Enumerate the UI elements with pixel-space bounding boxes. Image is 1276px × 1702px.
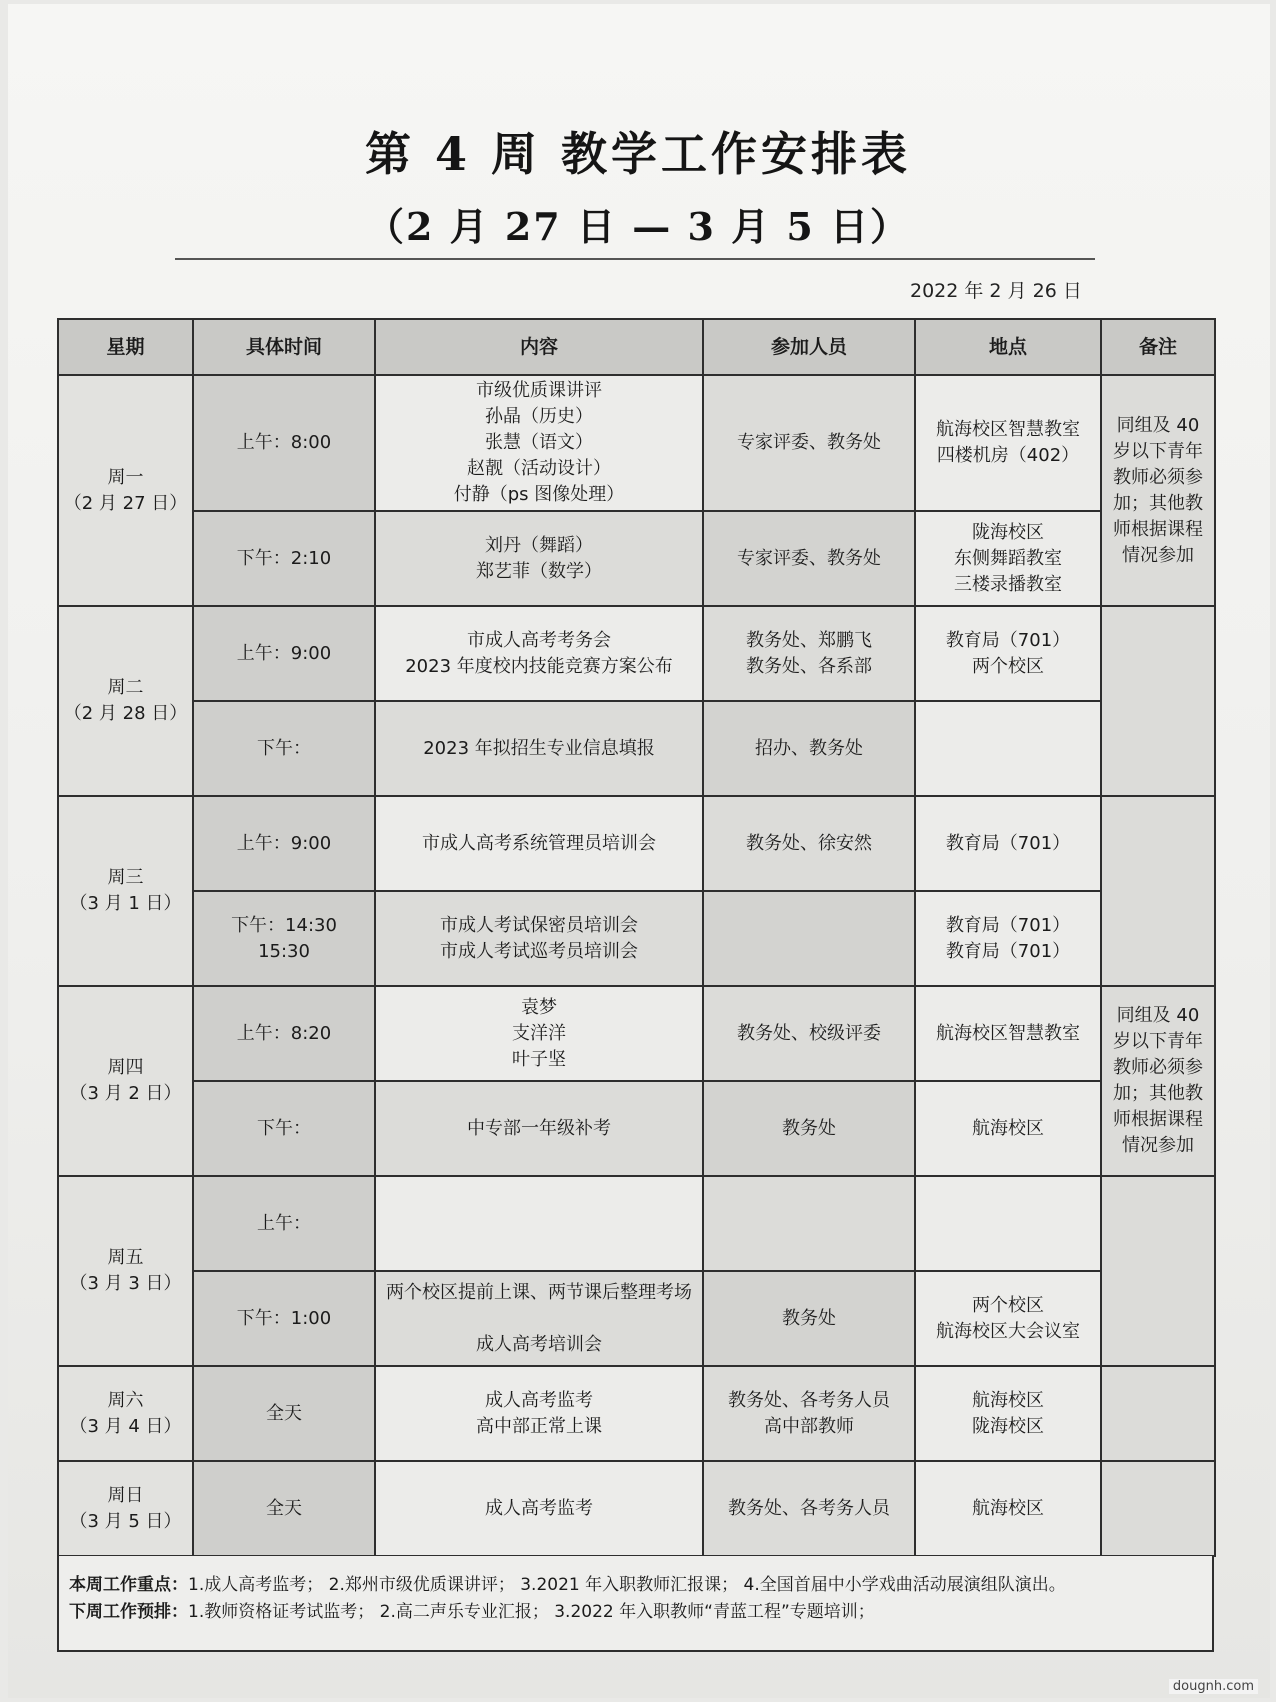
participants-cell [703, 511, 915, 606]
header-location: 地点 [915, 319, 1101, 375]
location-cell-line: 航海校区智慧教室 [936, 419, 1080, 440]
content-cell-line: 赵靓（活动设计） [467, 458, 611, 479]
weekday-date: （3 月 5 日） [69, 1510, 182, 1532]
location-cell-line: 教育局（701） [945, 940, 1071, 962]
weekday-cell [58, 375, 193, 606]
location-cell [915, 1461, 1101, 1556]
notes-cell [1101, 375, 1215, 606]
table-row [58, 1081, 1215, 1176]
participants-cell-line: 教务处、各考务人员 [728, 1389, 890, 1411]
location-cell-line: 四楼机房（402） [936, 445, 1080, 466]
participants-cell [703, 796, 915, 891]
participants-cell-line: 专家评委、教务处 [737, 432, 881, 453]
time-cell-line: 全天 [266, 1497, 302, 1519]
weekday-cell [58, 1176, 193, 1366]
notes-cell [1101, 1176, 1215, 1366]
weekday-date: （2 月 28 日） [63, 703, 188, 724]
notes-cell-line: 情况参加 [1122, 1135, 1194, 1156]
location-cell [915, 511, 1101, 606]
notes-cell-line: 教师必须参 [1113, 1057, 1203, 1078]
table-row [58, 606, 1215, 701]
header-participants: 参加人员 [703, 319, 915, 375]
notes-cell [1101, 1366, 1215, 1461]
location-cell-line: 航海校区大会议室 [936, 1320, 1080, 1342]
participants-cell-line: 教务处、各考务人员 [728, 1497, 890, 1519]
notes-cell-line: 岁以下青年 [1113, 1031, 1203, 1052]
content-cell-line [380, 1306, 698, 1332]
notes-cell-line: 加；其他教 [1113, 1083, 1203, 1104]
content-cell [375, 606, 703, 701]
focus-row [69, 1572, 1204, 1599]
location-cell [915, 796, 1101, 891]
notes-cell-line: 同组及 40 [1116, 414, 1200, 436]
content-cell-line: 成人高考培训会 [476, 1333, 602, 1355]
notes-cell-line: 同组及 40 [1116, 1005, 1200, 1026]
location-cell-line: 东侧舞蹈教室 [954, 547, 1062, 569]
time-cell-line: 下午：14:30 [231, 914, 337, 936]
content-cell-line: 支洋洋 [512, 1022, 566, 1044]
header-content: 内容 [375, 319, 703, 375]
content-cell [375, 1461, 703, 1556]
weekday-cell [58, 796, 193, 986]
location-cell [915, 1271, 1101, 1366]
location-cell-line: 两个校区 [972, 655, 1044, 677]
time-cell-line: 上午：8:00 [236, 432, 332, 453]
next-week-label: 下周工作预排： [69, 1602, 188, 1622]
content-cell-line: 2023 年拟招生专业信息填报 [423, 737, 655, 759]
time-cell [193, 1366, 375, 1461]
participants-cell-line: 教务处、校级评委 [737, 1022, 881, 1044]
header-notes: 备注 [1101, 319, 1215, 375]
focus-label: 本周工作重点： [69, 1575, 188, 1595]
weekday-date: （3 月 3 日） [69, 1273, 182, 1294]
participants-cell [703, 1271, 915, 1366]
weekday-date: （3 月 1 日） [69, 893, 182, 914]
participants-cell [703, 1176, 915, 1271]
location-cell [915, 986, 1101, 1081]
table-row [58, 1176, 1215, 1271]
time-cell [193, 701, 375, 796]
weekday-cell [58, 606, 193, 796]
participants-cell [703, 1081, 915, 1176]
location-cell [915, 1366, 1101, 1461]
time-cell-line: 下午：2:10 [236, 547, 332, 569]
location-cell-line: 两个校区 [972, 1294, 1044, 1316]
notes-cell-line: 加；其他教 [1113, 492, 1203, 514]
content-cell-line: 张慧（语文） [485, 432, 593, 453]
weekday-name: 周四 [107, 1057, 144, 1078]
participants-cell-line: 教务处 [782, 1307, 836, 1329]
table-row [58, 1271, 1215, 1366]
content-cell-line: 郑艺菲（数学） [476, 560, 602, 582]
table-row [58, 1461, 1215, 1556]
content-cell-line: 中专部一年级补考 [467, 1117, 611, 1139]
participants-cell [703, 701, 915, 796]
content-cell [375, 375, 703, 511]
time-cell-line: 15:30 [258, 940, 310, 962]
participants-cell-line: 教务处 [782, 1117, 836, 1139]
location-cell [915, 701, 1101, 796]
content-cell-line: 市成人高考考务会 [467, 629, 611, 651]
schedule-table [57, 318, 1216, 1557]
location-cell [915, 1081, 1101, 1176]
title-divider [175, 258, 1095, 260]
notes-cell [1101, 606, 1215, 796]
focus-text: 1.成人高考监考； 2.郑州市级优质课讲评； 3.2021 年入职教师汇报课； 4.全国首届中小学戏曲活动展演组队演出。 [188, 1575, 1066, 1595]
weekday-cell [58, 1461, 193, 1556]
table-row [58, 796, 1215, 891]
location-cell-line: 教育局（701） [945, 914, 1071, 936]
content-cell-line: 市成人考试保密员培训会 [440, 914, 638, 936]
location-cell-line: 航海校区 [972, 1497, 1044, 1519]
content-cell [375, 511, 703, 606]
content-cell [375, 1366, 703, 1461]
content-cell-line: 刘丹（舞蹈） [485, 534, 593, 556]
table-row [58, 1366, 1215, 1461]
table-row [58, 511, 1215, 606]
content-cell [375, 1081, 703, 1176]
content-cell-line: 市级优质课讲评 [476, 380, 602, 401]
content-cell [375, 1176, 703, 1271]
time-cell [193, 1271, 375, 1366]
notes-cell-line: 师根据课程 [1113, 1109, 1203, 1130]
content-cell-line: 两个校区提前上课、两节课后整理考场 [386, 1281, 692, 1303]
content-cell-line: 高中部正常上课 [476, 1415, 602, 1437]
time-cell [193, 511, 375, 606]
time-cell-line: 上午：9:00 [236, 642, 332, 664]
time-cell-line: 下午： [257, 1117, 311, 1139]
participants-cell [703, 986, 915, 1081]
weekday-name: 周三 [107, 867, 144, 888]
notes-cell-line: 师根据课程 [1113, 518, 1203, 540]
notes-cell [1101, 986, 1215, 1176]
notes-cell-line: 情况参加 [1122, 544, 1194, 566]
time-cell-line: 下午：1:00 [236, 1307, 332, 1329]
content-cell [375, 796, 703, 891]
weekday-name: 周二 [107, 677, 144, 698]
participants-cell [703, 1366, 915, 1461]
header-time: 具体时间 [193, 319, 375, 375]
location-cell [915, 891, 1101, 986]
location-cell-line: 教育局（701） [945, 629, 1071, 651]
location-cell [915, 1176, 1101, 1271]
notes-cell-line: 教师必须参 [1113, 466, 1203, 488]
content-cell-line: 付静（ps 图像处理） [453, 484, 625, 505]
issue-date: 2022 年 2 月 26 日 [910, 280, 1082, 302]
weekday-name: 周六 [107, 1389, 144, 1411]
header-weekday: 星期 [58, 319, 193, 375]
watermark: dougnh.com [1169, 1679, 1258, 1694]
participants-cell [703, 891, 915, 986]
notes-cell-line: 岁以下青年 [1113, 440, 1203, 462]
time-cell-line: 下午： [257, 737, 311, 759]
weekday-name: 周五 [107, 1247, 144, 1268]
participants-cell [703, 375, 915, 511]
participants-cell-line: 教务处、郑鹏飞 [746, 629, 872, 651]
weekday-date: （2 月 27 日） [63, 492, 188, 514]
time-cell-line: 全天 [266, 1402, 302, 1424]
table-header-row [58, 319, 1215, 375]
next-week-text: 1.教师资格证考试监考； 2.高二声乐专业汇报； 3.2022 年入职教师“青蓝工程”专题培训； [188, 1602, 875, 1622]
time-cell-line: 上午： [257, 1212, 311, 1234]
notes-cell [1101, 796, 1215, 986]
weekday-cell [58, 1366, 193, 1461]
content-cell [375, 701, 703, 796]
content-cell-line: 袁梦 [521, 996, 557, 1018]
table-row [58, 701, 1215, 796]
weekday-cell [58, 986, 193, 1176]
location-cell-line: 陇海校区 [972, 1415, 1044, 1437]
time-cell [193, 891, 375, 986]
participants-cell-line: 招办、教务处 [755, 737, 863, 759]
participants-cell [703, 606, 915, 701]
weekly-summary [57, 1556, 1214, 1652]
location-cell-line: 航海校区 [972, 1117, 1044, 1139]
time-cell [193, 375, 375, 511]
location-cell-line: 航海校区 [972, 1389, 1044, 1411]
time-cell [193, 1081, 375, 1176]
time-cell [193, 1461, 375, 1556]
time-cell-line: 上午：9:00 [236, 832, 332, 854]
content-cell-line: 市成人考试巡考员培训会 [440, 940, 638, 962]
content-cell-line: 2023 年度校内技能竞赛方案公布 [405, 655, 673, 677]
content-cell-line: 成人高考监考 [485, 1497, 593, 1519]
next-week-row [69, 1599, 1204, 1626]
time-cell [193, 986, 375, 1081]
location-cell-line: 教育局（701） [945, 832, 1071, 854]
participants-cell [703, 1461, 915, 1556]
content-cell-line: 成人高考监考 [485, 1389, 593, 1411]
table-row [58, 891, 1215, 986]
schedule-body [58, 375, 1215, 1556]
time-cell-line: 上午：8:20 [236, 1022, 332, 1044]
time-cell [193, 606, 375, 701]
content-cell [375, 986, 703, 1081]
participants-cell-line: 教务处、徐安然 [746, 832, 872, 854]
time-cell [193, 796, 375, 891]
content-cell-line: 叶子坚 [512, 1048, 566, 1070]
notes-cell [1101, 1461, 1215, 1556]
participants-cell-line: 教务处、各系部 [746, 655, 872, 677]
content-cell [375, 1271, 703, 1366]
location-cell-line: 航海校区智慧教室 [936, 1022, 1080, 1044]
location-cell-line: 三楼录播教室 [954, 573, 1062, 595]
page-title: 第 4 周 教学工作安排表 [364, 127, 912, 181]
time-cell [193, 1176, 375, 1271]
table-row [58, 986, 1215, 1081]
participants-cell-line: 专家评委、教务处 [737, 547, 881, 569]
weekday-name: 周一 [107, 466, 144, 488]
weekday-date: （3 月 4 日） [69, 1415, 182, 1437]
page-subtitle: （2 月 27 日 — 3 月 5 日） [365, 204, 911, 249]
location-cell [915, 375, 1101, 511]
location-cell-line: 陇海校区 [972, 521, 1044, 543]
participants-cell-line: 高中部教师 [764, 1415, 854, 1437]
table-row [58, 375, 1215, 511]
content-cell-line: 孙晶（历史） [485, 406, 593, 427]
content-cell-line: 市成人高考系统管理员培训会 [422, 832, 656, 854]
location-cell [915, 606, 1101, 701]
weekday-name: 周日 [107, 1484, 144, 1506]
content-cell [375, 891, 703, 986]
weekday-date: （3 月 2 日） [69, 1083, 182, 1104]
